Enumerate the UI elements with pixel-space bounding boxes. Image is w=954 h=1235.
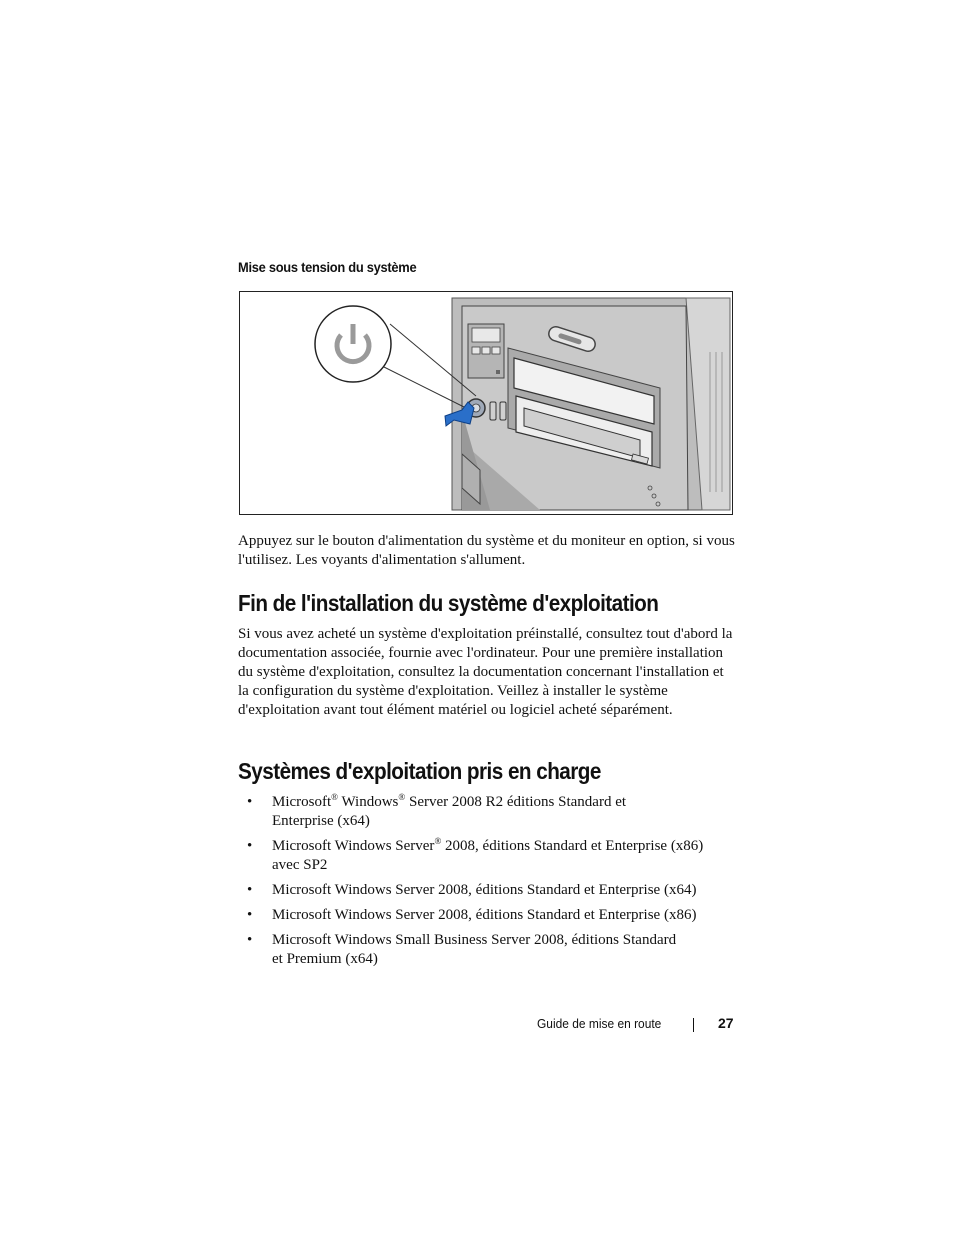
list-item-text: Microsoft Windows Server® 2008, éditions Standard et Enterprise (x86) avec SP2 — [272, 836, 704, 873]
footer-title: Guide de mise en route — [537, 1016, 662, 1031]
list-item-text: Microsoft® Windows® Server 2008 R2 éditions Standard et Enterprise (x64) — [272, 792, 627, 829]
bullet: • — [247, 882, 253, 898]
supported-os-title: Systèmes d'exploitation pris en charge — [238, 758, 601, 784]
section-heading: Mise sous tension du système — [238, 259, 417, 275]
list-item — [238, 793, 738, 831]
bullet: • — [247, 907, 253, 923]
list-item — [238, 881, 738, 900]
list-item — [238, 906, 738, 925]
server-illustration — [240, 292, 733, 515]
list-item-text: Microsoft Windows Small Business Server 2008, éditions Standard et Premium (x64) — [272, 932, 677, 967]
bullet: • — [247, 838, 253, 854]
os-install-paragraph: Si vous avez acheté un système d'exploitation préinstallé, consultez tout d'abord la documentation associée, fournie avec l'ordinateur. Pour une première installation du système d'exploitation, consultez la documentation concernant l'installation et la configuration du système d'exploitation. Veillez à installer le système d'exploitation avant tout élément matériel ou logiciel acheté séparément. — [238, 626, 733, 718]
list-item — [238, 931, 738, 969]
supported-os-list — [238, 793, 738, 975]
bullet: • — [247, 932, 253, 948]
list-item — [238, 837, 738, 875]
list-item-text: Microsoft Windows Server 2008, éditions Standard et Enterprise (x64) — [272, 882, 697, 898]
intro-paragraph: Appuyez sur le bouton d'alimentation du système et du moniteur en option, si vous l'utilisez. Les voyants d'alimentation s'allument. — [238, 533, 735, 568]
bullet: • — [247, 794, 253, 810]
power-on-figure — [239, 291, 733, 515]
footer-separator — [693, 1018, 694, 1032]
os-install-title: Fin de l'installation du système d'exploitation — [238, 590, 659, 616]
list-item-text: Microsoft Windows Server 2008, éditions Standard et Enterprise (x86) — [272, 907, 697, 923]
page-number: 27 — [718, 1015, 734, 1031]
